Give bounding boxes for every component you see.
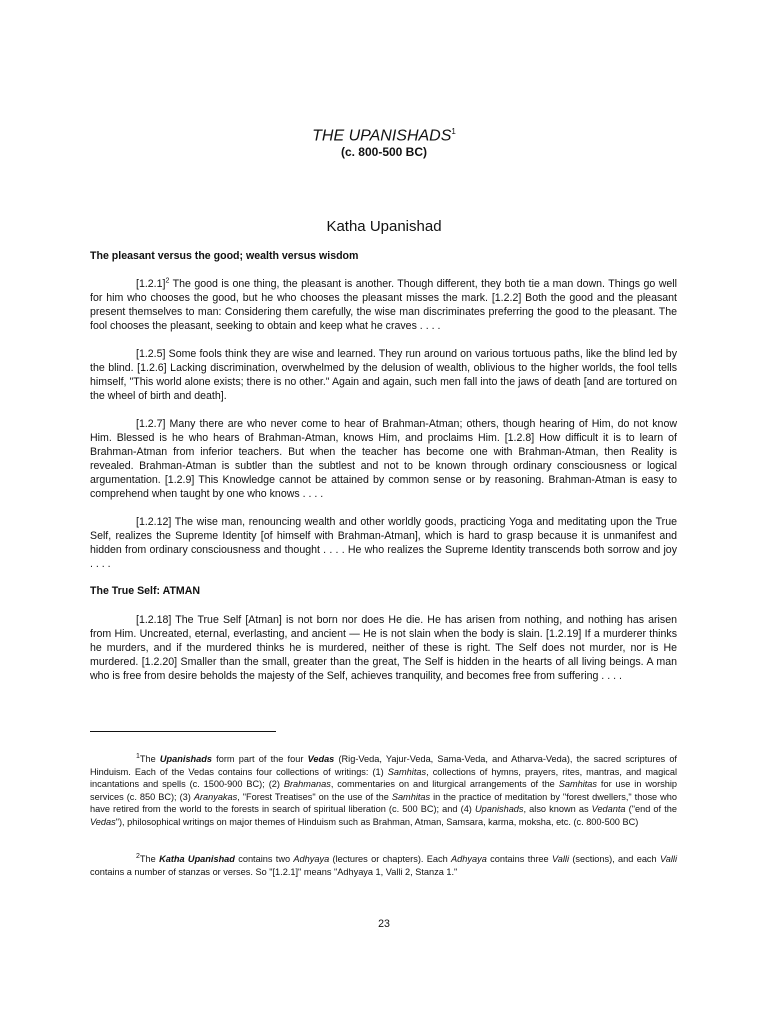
paragraph-4 bbox=[90, 515, 677, 571]
fn-text: , also known as bbox=[523, 804, 592, 814]
fn-italic: Valli bbox=[659, 854, 678, 864]
footnote-1 bbox=[90, 753, 677, 828]
fn-italic: Samhitas bbox=[558, 779, 598, 789]
paragraph-1 bbox=[90, 277, 677, 333]
fn-text: The bbox=[139, 854, 160, 864]
paragraph-text: [1.2.7] Many there are who never come to hear of Brahman-Atman; others, though hearing of Him, do not know Him. Blessed is he who hears of Brahman-Atman, knows Him, and proclaims Him. [1.2.8] How difficult it is to learn of Brahman-Atman from inferior teachers. But when the teacher has become one with Brahman-Atman, then Reality is revealed. Brahman-Atman is subtler than the subtlest and not to be known through ordinary consciousness or logical argumentation. [1.2.9] This Knowledge cannot be attained by common sense or by reasoning. Brahman-Atman is easy to comprehend when taught by one who knows . . . . bbox=[90, 418, 677, 500]
fn-italic: Adhyaya bbox=[293, 854, 330, 864]
fn-text: contains three bbox=[486, 854, 552, 864]
fn-italic: Samhitas bbox=[387, 766, 427, 777]
paragraph-text: [1.2.18] The True Self [Atman] is not born nor does He die. He has arisen from nothing, and nothing has arisen from Him. Uncreated, eternal, everlasting, and ancient — He is not slain when the body is slain. [1.2.19] If a murderer thinks he murders, and if the murdered thinks he is murdered, neither of these is right. The Self does not murder, nor is He murdered. [1.2.20] Smaller than the small, greater than the great, The Self is hidden in the hearts of all living beings. A man who is free from desire beholds the majesty of the Self, achieves tranquility, and becomes free from suffering . . . . bbox=[90, 614, 677, 682]
fn-text: "), philosophical writings on major themes of Hinduism such as Brahman, Atman, Samsara, karma, moksha, etc. (c. 800-500 BC) bbox=[115, 816, 639, 827]
fn-text: , collections of hymns, prayers, rites, mantras, and magical incantations and spells (c. 1500-900 BC); (2) bbox=[90, 766, 677, 789]
fn-text: , "Forest Treatises" on the use of the bbox=[237, 791, 392, 802]
fn-text: The bbox=[139, 754, 160, 764]
paragraph-text: The good is one thing, the pleasant is another. Though different, they both tie a man down. Things go well for him who chooses the good, but he who chooses the pleasant misses the mark. [1.2.2] Both the good and the pleasant present themselves to man: Considering them carefully, the wise man discriminates preferring the good to the pleasant. The fool chooses the pleasant, seeking to obtain and keep what he craves . . . . bbox=[90, 278, 677, 332]
footnote-2 bbox=[90, 853, 677, 878]
title-footnote-mark: 1 bbox=[451, 127, 456, 136]
footnote-ref-2: 2 bbox=[165, 277, 170, 285]
fn-text: , commentaries on and liturgical arrangements of the bbox=[330, 779, 559, 789]
page-title bbox=[0, 122, 768, 146]
verse-ref: [1.2.1] bbox=[136, 278, 166, 290]
footnote-divider bbox=[90, 731, 276, 732]
fn-italic: Aranyakas bbox=[193, 791, 238, 802]
heading-pleasant-vs-good: The pleasant versus the good; wealth versus wisdom bbox=[90, 250, 359, 262]
fn-italic: Valli bbox=[551, 854, 570, 864]
fn-italic: Vedas bbox=[90, 816, 116, 827]
footnote-mark: 2 bbox=[136, 852, 140, 860]
fn-italic: Vedanta bbox=[591, 804, 626, 814]
page-subtitle: (c. 800-500 BC) bbox=[340, 145, 428, 159]
title-text: THE UPANISHADS bbox=[312, 127, 452, 145]
fn-bold: Katha Upanishad bbox=[159, 854, 235, 864]
fn-text: (lectures or chapters). Each bbox=[329, 854, 452, 864]
fn-text: (Rig-Veda, Yajur-Veda, Sama-Veda, and Atharva-Veda), the sacred scriptures of Hinduism. Each of the Vedas contains four collections of writings: (1) bbox=[90, 754, 677, 777]
fn-text: for use in worship services (c. 850 BC); (3) bbox=[90, 779, 677, 802]
fn-italic: Brahmanas bbox=[283, 779, 331, 789]
section-title: Katha Upanishad bbox=[326, 218, 442, 235]
fn-bold: Vedas bbox=[307, 754, 335, 764]
fn-text: contains a number of stanzas or verses. So "[1.2.1]" means "Adhyaya 1, Valli 2, Stanza 1." bbox=[90, 866, 458, 877]
paragraph-text: [1.2.5] Some fools think they are wise and learned. They run around on various tortuous paths, like the blind led by the blind. [1.2.6] Lacking discrimination, overwhelmed by the delusion of wealth, oblivious to the higher worlds, the fool tells himself, "This world alone exists; there is no other." Again and again, such men fall into the jaws of death [and are tortured on the wheel of birth and death]. bbox=[90, 348, 677, 402]
paragraph-2 bbox=[90, 347, 677, 403]
fn-text: ("end of the bbox=[625, 804, 677, 814]
fn-text: contains two bbox=[234, 854, 294, 864]
fn-text: in the practice of meditation by "forest dwellers," those who have retired from the world to the forests in search of spiritual liberation (c. 500 BC); and (4) bbox=[90, 791, 677, 814]
fn-bold: Upanishads bbox=[159, 754, 212, 764]
footnote-mark: 1 bbox=[136, 752, 140, 760]
fn-italic: Upanishads bbox=[474, 804, 524, 814]
fn-text: (sections), and each bbox=[569, 854, 660, 864]
heading-true-self: The True Self: ATMAN bbox=[90, 585, 201, 597]
paragraph-text: [1.2.12] The wise man, renouncing wealth and other worldly goods, practicing Yoga and meditating upon the True Self, realizes the Supreme Identity [of himself with Brahman-Atman], which is hard to grasp because it is unmanifest and hidden from ordinary consciousness and thought . . . . He who realizes the Supreme Identity transcends both sorrow and joy . . . . bbox=[90, 516, 677, 570]
fn-text: form part of the four bbox=[212, 754, 308, 764]
paragraph-5 bbox=[90, 613, 677, 683]
fn-italic: Samhitas bbox=[391, 791, 431, 802]
fn-italic: Adhyaya bbox=[451, 854, 487, 864]
page-number: 23 bbox=[378, 918, 390, 930]
paragraph-3 bbox=[90, 417, 677, 501]
